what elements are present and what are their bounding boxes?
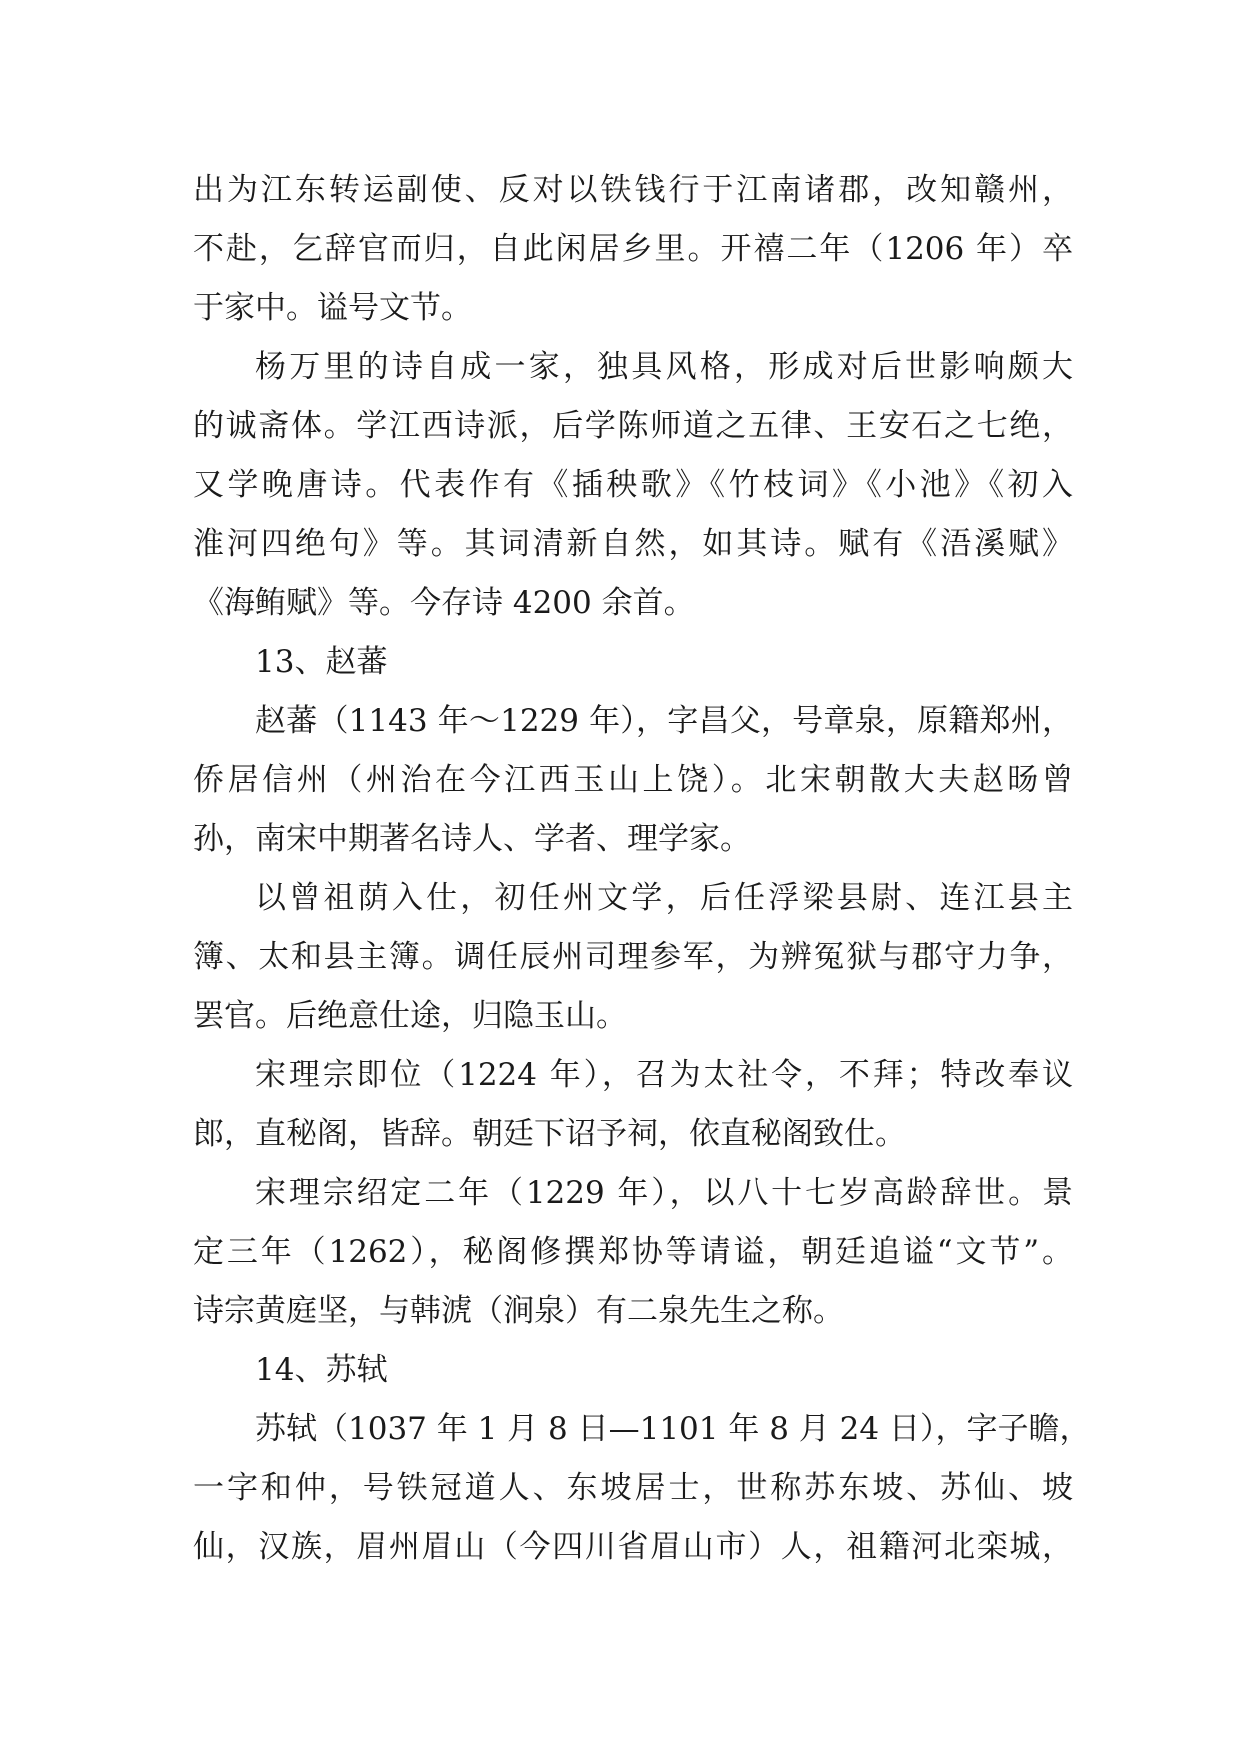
section-heading-text: 14、苏轼 — [255, 1352, 388, 1388]
paragraph — [193, 338, 1073, 633]
text-line: 侨居信州（州治在今江西玉山上饶）。北宋朝散大夫赵旸曾 — [193, 762, 1073, 798]
text-line: 宋理宗绍定二年（1229 年），以八十七岁高龄辞世。景 — [255, 1175, 1073, 1211]
section-heading-text: 13、赵蕃 — [255, 644, 388, 680]
paragraph — [193, 1046, 1073, 1164]
text-line: 诗宗黄庭坚，与韩淲（涧泉）有二泉先生之称。 — [193, 1293, 844, 1329]
paragraph — [193, 1164, 1073, 1341]
text-line: 的诚斋体。学江西诗派，后学陈师道之五律、王安石之七绝， — [193, 408, 1073, 444]
text-line: 仙，汉族，眉州眉山（今四川省眉山市）人，祖籍河北栾城， — [193, 1529, 1073, 1565]
text-line: 杨万里的诗自成一家，独具风格，形成对后世影响颇大 — [255, 349, 1073, 385]
text-line: 一字和仲，号铁冠道人、东坡居士，世称苏东坡、苏仙、坡 — [193, 1470, 1073, 1506]
text-line: 淮河四绝句》等。其词清新自然，如其诗。赋有《浯溪赋》 — [193, 526, 1073, 562]
paragraph — [193, 1400, 1091, 1577]
text-line: 郎，直秘阁，皆辞。朝廷下诏予祠，依直秘阁致仕。 — [193, 1116, 906, 1152]
text-line: 《海鲔赋》等。今存诗 4200 余首。 — [193, 585, 695, 621]
text-line: 苏轼（1037 年 1 月 8 日—1101 年 8 月 24 日），字子瞻， — [255, 1411, 1091, 1447]
text-line: 宋理宗即位（1224 年），召为太社令，不拜；特改奉议 — [255, 1057, 1073, 1093]
paragraph — [193, 869, 1073, 1046]
text-line: 出为江东转运副使、反对以铁钱行于江南诸郡，改知赣州， — [193, 172, 1073, 208]
paragraph — [193, 161, 1073, 338]
text-line: 以曾祖荫入仕，初任州文学，后任浮梁县尉、连江县主 — [255, 880, 1073, 916]
text-line: 定三年（1262），秘阁修撰郑协等请谥，朝廷追谥“文节”。 — [193, 1234, 1073, 1270]
section-heading — [193, 633, 1073, 692]
text-line: 簿、太和县主簿。调任辰州司理参军，为辨冤狱与郡守力争， — [193, 939, 1073, 975]
text-line: 又学晚唐诗。代表作有《插秧歌》《竹枝词》《小池》《初入 — [193, 467, 1073, 503]
text-line: 不赴，乞辞官而归，自此闲居乡里。开禧二年（1206 年）卒 — [193, 231, 1073, 267]
document-body — [193, 161, 1091, 1577]
text-line: 赵蕃（1143 年～1229 年），字昌父，号章泉，原籍郑州， — [255, 703, 1073, 739]
text-line: 罢官。后绝意仕途，归隐玉山。 — [193, 998, 627, 1034]
paragraph — [193, 692, 1073, 869]
section-heading — [193, 1341, 1073, 1400]
text-line: 于家中。谥号文节。 — [193, 290, 472, 326]
text-line: 孙，南宋中期著名诗人、学者、理学家。 — [193, 821, 751, 857]
